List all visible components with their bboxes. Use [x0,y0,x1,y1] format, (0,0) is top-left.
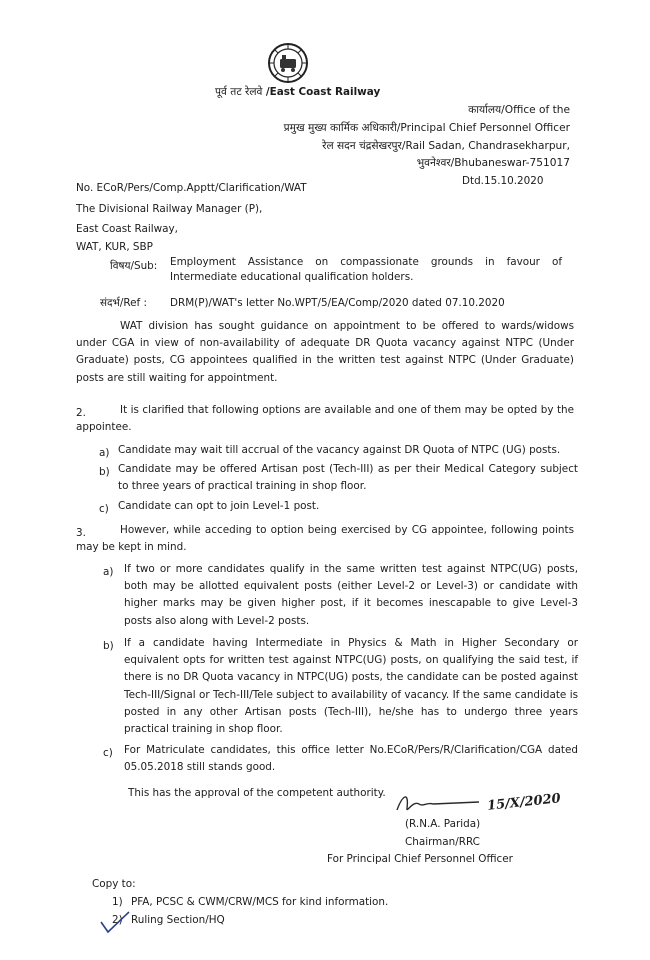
subject-text: Employment Assistance on compassionate grounds in favour of Intermediate educational qualification holders. [170,256,562,283]
signature-scribble-icon [393,790,483,816]
office-line-1: कार्यालय/Office of the [468,104,570,116]
signatory-name: (R.N.A. Parida) [405,818,481,830]
railway-name-hindi: पूर्व तट रेलवे [215,86,263,98]
subject-label: विषय/Sub: [110,260,158,272]
addressee-line-3: WAT, KUR, SBP [76,241,153,253]
list-item: Candidate may wait till accrual of the vacancy against DR Quota of NTPC (UG) posts. [118,444,561,456]
copy-to-item: PFA, PCSC & CWM/CRW/MCS for kind information. [131,896,389,908]
reference-label: संदर्भ/Ref : [100,297,147,309]
paragraph-1: WAT division has sought guidance on appointment to be offered to wards/widows under CGA in view of non-availability of adequate DR Quota vacancy against NTPC (Under Graduate) posts, CG appointees qualified in the written test against NTPC (Under Graduate) posts are still waiting for appointment. [76,320,574,384]
signatory-for-line: For Principal Chief Personnel Officer [327,853,513,865]
list-item-marker: c) [99,503,109,515]
copy-to-marker: 2) [112,914,123,926]
indian-railways-emblem-icon [267,42,309,84]
letter-number: No. ECoR/Pers/Comp.Apptt/Clarification/WAT [76,182,307,194]
addressee-line-1: The Divisional Railway Manager (P), [76,203,263,215]
list-item: If a candidate having Intermediate in Physics & Math in Higher Secondary or equivalent opts for written test against NTPC(UG) posts, on qualifying the said test, if there is no DR Quota vacancy in NTPC(UG) posts, the candidate can be posted against Tech-III/Signal or Tech-III/Tele subject to availability of vacancy. If the same candidate is posted in any other Artisan posts (Tech-III), he/she has to undergo three years practical training in shop floor. [124,637,578,736]
approval-line: This has the approval of the competent authority. [128,787,386,799]
list-item-marker: a) [103,566,114,578]
signatory-designation: Chairman/RRC [405,836,480,848]
list-item: Candidate may be offered Artisan post (Tech-III) as per their Medical Category subject to three years of practical training in shop floor. [118,463,578,493]
list-item: If two or more candidates qualify in the same written test against NTPC(UG) posts, both may be allotted equivalent posts (either Level-2 or Level-3) or candidate with higher marks may be given higher post, if it becomes inescapable to give Level-3 posts also along with Level-2 posts. [124,563,578,627]
copy-to-item: Ruling Section/HQ [131,914,225,926]
paragraph-3-number: 3. [76,527,86,539]
copy-to-heading: Copy to: [92,878,136,890]
letter-date: Dtd.15.10.2020 [462,175,544,187]
railway-name-english: /East Coast Railway [265,86,381,98]
copy-to-marker: 1) [112,896,123,908]
pen-tick-icon [99,908,133,936]
paragraph-2-number: 2. [76,407,86,419]
list-item-marker: a) [99,447,110,459]
addressee-line-2: East Coast Railway, [76,223,178,235]
office-line-2: प्रमुख मुख्य कार्मिक अधिकारी/Principal Chief Personnel Officer [283,122,570,134]
list-item-marker: b) [103,640,114,652]
office-line-3: रेल सदन चंद्रसेखरपुर/Rail Sadan, Chandrasekharpur, [322,140,570,152]
office-line-4: भुवनेश्वर/Bhubaneswar-751017 [416,157,570,169]
list-item-marker: c) [103,747,113,759]
paragraph-2: It is clarified that following options are available and one of them may be opted by the appointee. [76,404,574,434]
list-item: Candidate can opt to join Level-1 post. [118,500,320,512]
reference-text: DRM(P)/WAT's letter No.WPT/5/EA/Comp/2020 dated 07.10.2020 [170,297,505,309]
paragraph-3: However, while acceding to option being exercised by CG appointee, following points may be kept in mind. [76,524,574,554]
handwritten-date: 15/X/2020 [486,791,562,814]
list-item-marker: b) [99,466,110,478]
list-item: For Matriculate candidates, this office letter No.ECoR/Pers/R/Clarification/CGA dated 05.05.2018 still stands good. [124,744,578,774]
